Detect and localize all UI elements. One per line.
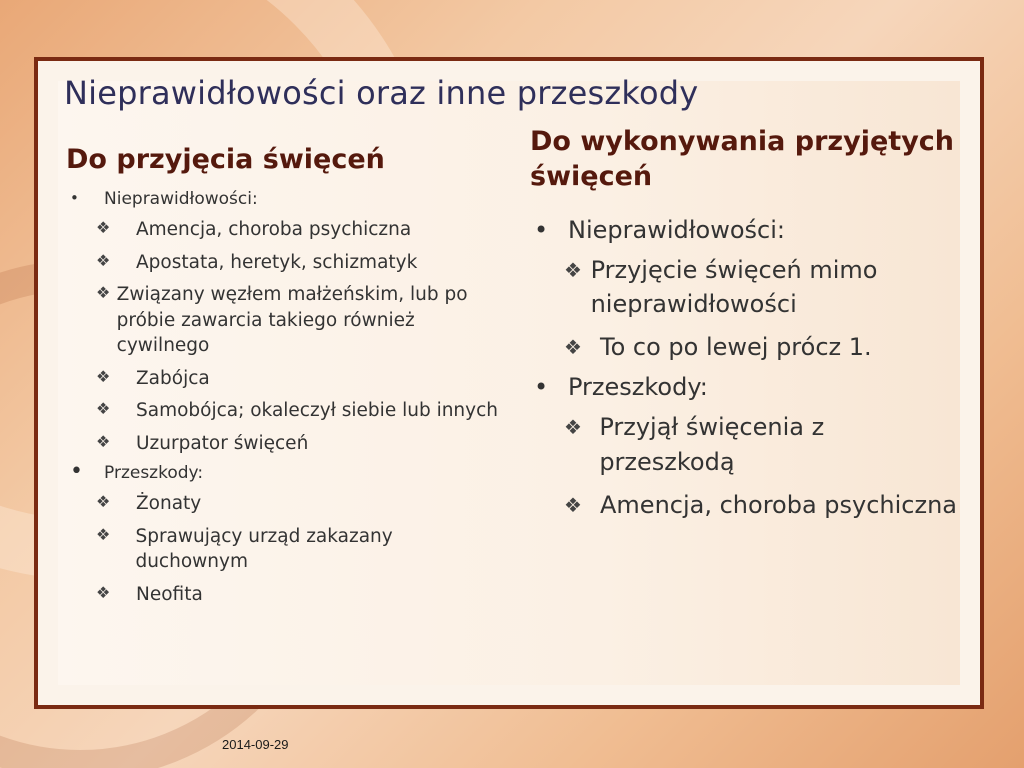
list-item-text: Zabójca xyxy=(136,367,210,389)
bullet-icon: • xyxy=(534,373,549,402)
right-column-heading: Do wykonywania przyjętych święceń xyxy=(530,126,955,193)
list-item xyxy=(96,217,506,243)
left-list xyxy=(66,189,506,607)
diamond-bullet-icon: ❖ xyxy=(96,399,111,419)
list-item-text: Amencja, choroba psychiczna xyxy=(600,490,958,519)
diamond-bullet-icon: ❖ xyxy=(96,524,111,544)
right-column xyxy=(530,124,960,531)
list-item xyxy=(96,398,506,424)
list-item xyxy=(564,410,960,478)
right-section-label xyxy=(530,373,960,401)
diamond-bullet-icon: ❖ xyxy=(96,283,111,303)
slide-title: Nieprawidłowości oraz inne przeszkody xyxy=(64,74,699,112)
list-item-text: To co po lewej prócz 1. xyxy=(600,333,872,362)
left-column xyxy=(66,142,506,614)
bullet-icon: • xyxy=(70,189,79,208)
left-column-heading: Do przyjęcia święceń xyxy=(66,144,385,175)
list-item-text: Samobójca; okaleczył siebie lub innych xyxy=(136,400,499,422)
diamond-bullet-icon: ❖ xyxy=(564,335,582,360)
left-section-text: Nieprawidłowości: xyxy=(104,189,258,210)
list-item xyxy=(564,488,960,522)
list-item-text: Apostata, heretyk, schizmatyk xyxy=(136,251,418,273)
bullet-icon: • xyxy=(70,459,83,485)
slide-date: 2014-09-29 xyxy=(222,737,289,752)
list-item xyxy=(96,524,506,575)
list-item xyxy=(564,330,960,364)
right-list xyxy=(530,216,960,521)
diamond-bullet-icon: ❖ xyxy=(564,492,582,517)
list-item xyxy=(564,253,960,321)
left-section-label xyxy=(66,189,506,209)
list-item-text: Przyjęcie święceń mimo nieprawidłowości xyxy=(590,256,878,319)
right-section-label xyxy=(530,216,960,244)
diamond-bullet-icon: ❖ xyxy=(96,492,111,512)
diamond-bullet-icon: ❖ xyxy=(96,431,111,451)
list-item-text: Przyjął święcenia z przeszkodą xyxy=(599,413,825,476)
list-item xyxy=(96,582,506,608)
left-section-text: Przeszkody: xyxy=(104,463,204,484)
list-item-text: Żonaty xyxy=(136,493,202,515)
list-item-text: Amencja, choroba psychiczna xyxy=(136,219,412,241)
list-item xyxy=(96,250,506,276)
list-item-text: Sprawujący urząd zakazany duchownym xyxy=(135,525,393,573)
right-section-text: Nieprawidłowości: xyxy=(568,216,785,245)
left-section-label xyxy=(66,459,506,485)
diamond-bullet-icon: ❖ xyxy=(564,415,582,440)
list-item xyxy=(96,431,506,457)
diamond-bullet-icon: ❖ xyxy=(96,582,111,602)
list-item-text: Uzurpator święceń xyxy=(136,432,309,454)
list-item xyxy=(96,491,506,517)
list-item-text: Neofita xyxy=(136,583,203,605)
right-section-text: Przeszkody: xyxy=(568,373,708,402)
list-item xyxy=(96,282,506,359)
list-item xyxy=(96,366,506,392)
list-item-text: Związany węzłem małżeńskim, lub po próbie zawarcia takiego również cywilnego xyxy=(116,284,468,357)
diamond-bullet-icon: ❖ xyxy=(564,258,582,283)
diamond-bullet-icon: ❖ xyxy=(96,250,111,270)
diamond-bullet-icon: ❖ xyxy=(96,366,111,386)
bullet-icon: • xyxy=(534,216,549,245)
diamond-bullet-icon: ❖ xyxy=(96,218,111,238)
